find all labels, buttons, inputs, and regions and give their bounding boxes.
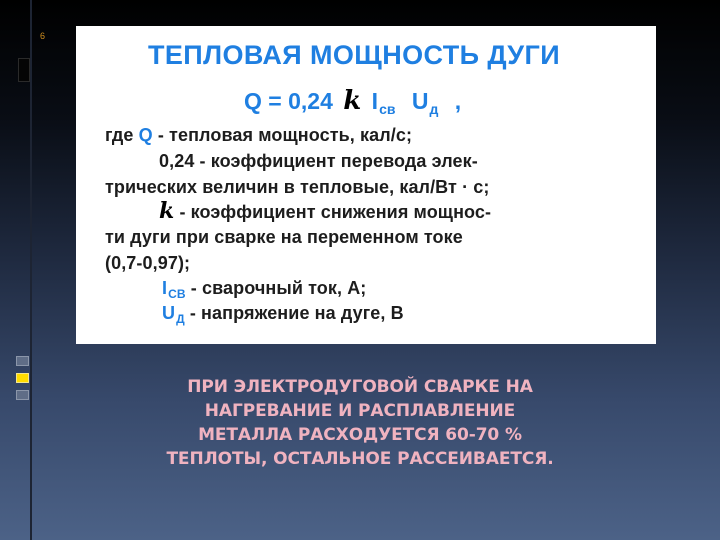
thermal-power-formula: [244, 86, 461, 116]
description-text: - сварочный ток, А;: [185, 278, 367, 298]
formula-u-subscript: д: [429, 101, 439, 117]
formula-comma: ,: [454, 88, 462, 114]
description-text: - тепловая мощность, кал/с;: [152, 125, 413, 145]
left-blue-bar-marker-2: [16, 390, 29, 400]
formula-i-symbol: I: [371, 88, 379, 114]
embedded-slide-image: [76, 26, 656, 344]
caption-line-1: ПРИ ЭЛЕКТРОДУГОВОЙ СВАРКЕ НА: [187, 377, 533, 397]
description-line-8: [162, 303, 404, 325]
description-text: трических величин в тепловые, кал/Вт · с;: [105, 177, 490, 197]
slide-caption: [120, 375, 600, 471]
formula-q-term: Q = 0,24: [244, 88, 333, 114]
description-i-symbol: I: [162, 278, 168, 298]
description-text: (0,7-0,97);: [105, 253, 191, 273]
caption-line-4: ТЕПЛОТЫ, ОСТАЛЬНОЕ РАССЕИВАЕТСЯ.: [166, 449, 554, 469]
description-i-subscript: СВ: [168, 287, 186, 301]
formula-u-symbol: U: [411, 88, 429, 114]
description-line-7: [162, 278, 366, 300]
description-u-symbol: U: [162, 303, 176, 323]
description-text: - напряжение на дуге, В: [184, 303, 404, 323]
description-line-6: [105, 253, 190, 273]
caption-line-3: МЕТАЛЛА РАСХОДУЕТСЯ 60-70 %: [198, 425, 522, 445]
description-prefix: где: [105, 125, 139, 145]
description-u-subscript: Д: [176, 312, 185, 326]
formula-i-subscript: св: [379, 101, 396, 117]
description-text: ти дуги при сварке на переменном токе: [105, 227, 463, 247]
formula-k-term: k: [343, 86, 362, 116]
description-text: 0,24 - коэффициент перевода элек-: [159, 151, 478, 171]
left-yellow-bar-marker: [16, 373, 29, 383]
description-line-1: [105, 125, 412, 145]
description-text: - коэффициент снижения мощнос-: [174, 202, 492, 222]
thermal-power-title: ТЕПЛОВАЯ МОЩНОСТЬ ДУГИ: [148, 40, 561, 70]
formula-i-term: [372, 88, 396, 115]
description-line-2: [159, 151, 478, 171]
description-line-4: [159, 198, 492, 224]
description-k-symbol: k: [159, 198, 175, 224]
slide-number: 6: [40, 31, 46, 41]
top-dark-bar-marker: [18, 58, 30, 82]
description-line-3: [105, 177, 489, 197]
formula-u-term: [412, 88, 439, 115]
description-line-5: [105, 227, 463, 247]
left-divider-line: [30, 0, 32, 540]
caption-line-2: НАГРЕВАНИЕ И РАСПЛАВЛЕНИЕ: [204, 401, 516, 421]
description-q-symbol: Q: [138, 125, 153, 145]
left-blue-bar-marker-1: [16, 356, 29, 366]
